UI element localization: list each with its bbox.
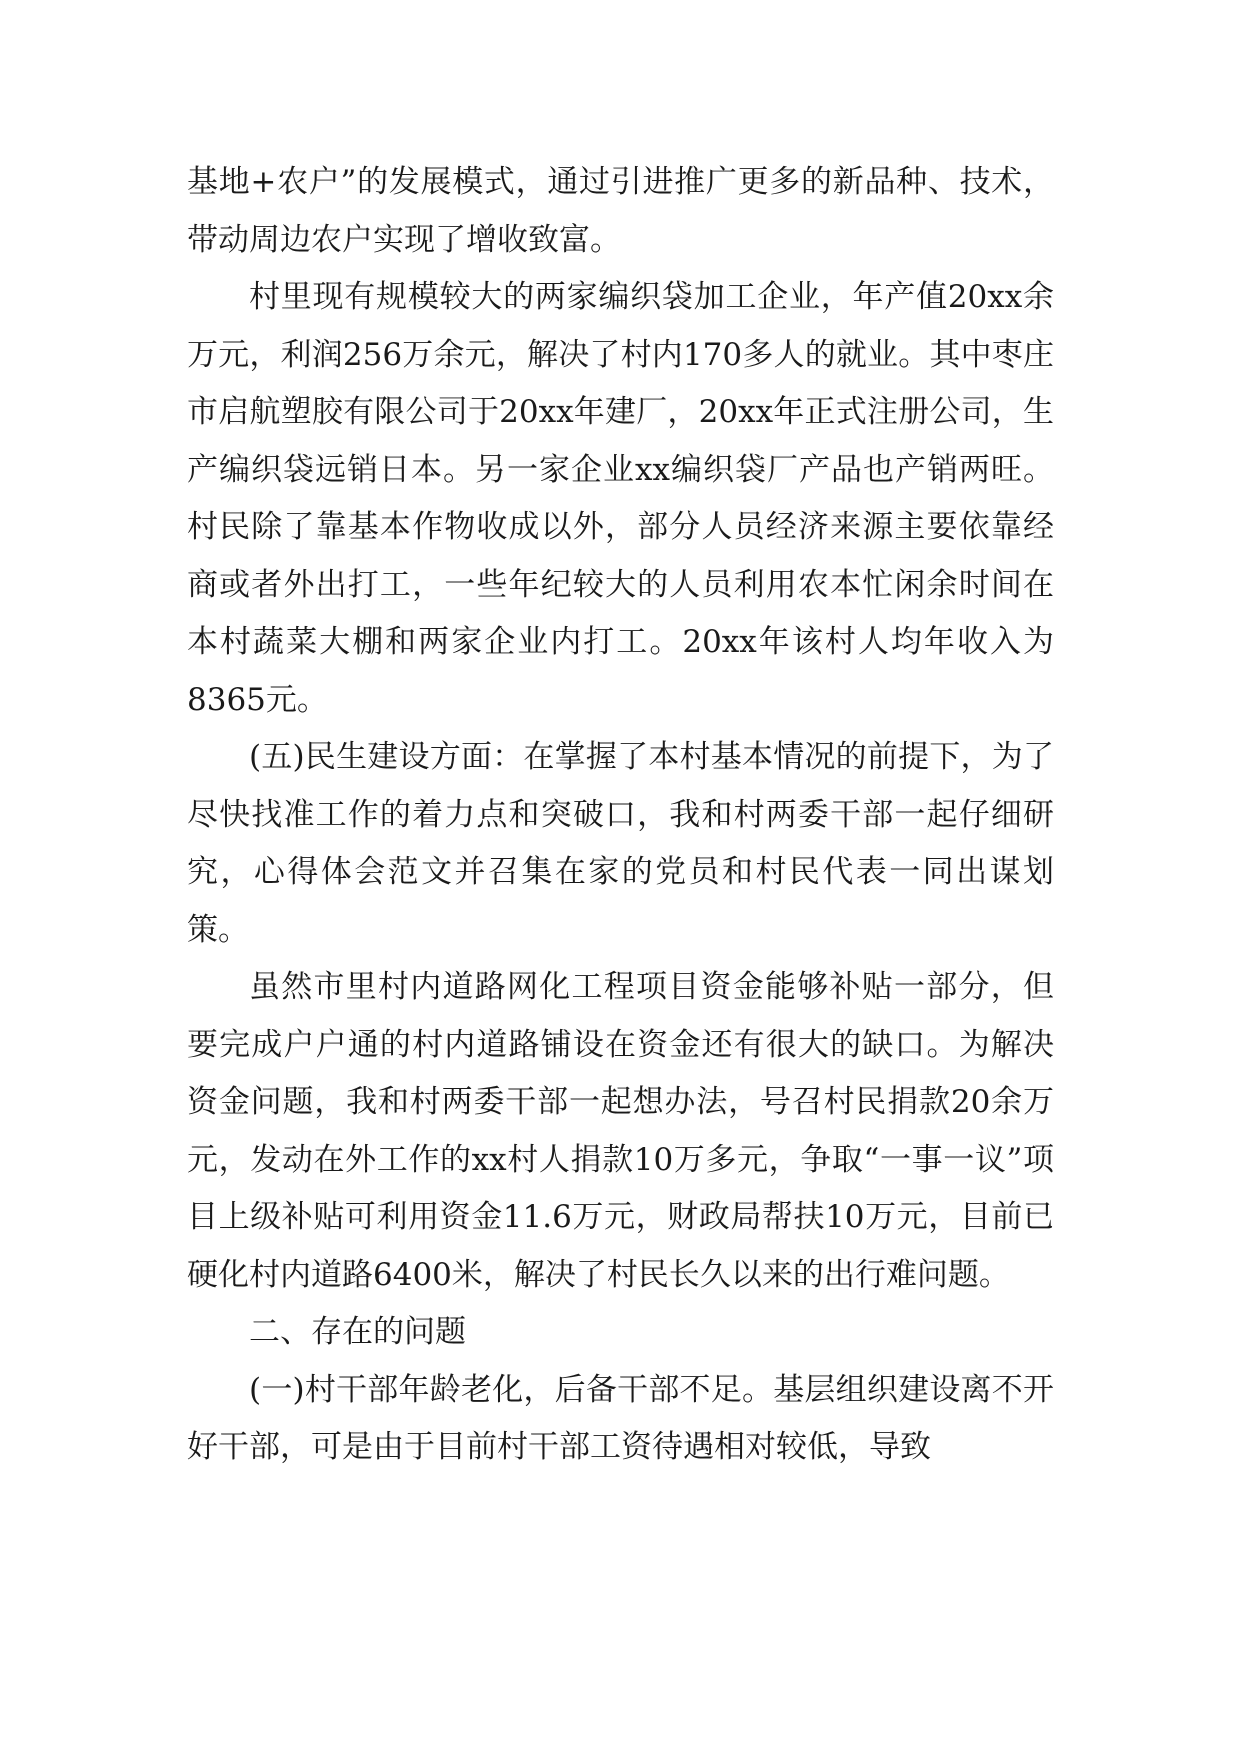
paragraph-enterprises: 村里现有规模较大的两家编织袋加工企业，年产值20xx余万元，利润256万余元，解决了村内170多人的就业。其中枣庄市启航塑胶有限公司于20xx年建厂，20xx年正式注册公司，生产编织袋远销日本。另一家企业xx编织袋厂产品也产销两旺。村民除了靠基本作物收成以外，部分人员经济来源主要依靠经商或者外出打工，一些年纪较大的人员利用农本忙闲余时间在本村蔬菜大棚和两家企业内打工。20xx年该村人均年收入为8365元。: [187, 279, 1054, 718]
paragraph-livelihood: (五)民生建设方面：在掌握了本村基本情况的前提下，为了尽快找准工作的着力点和突破口，我和村两委干部一起仔细研究，心得体会范文并召集在家的党员和村民代表一同出谋划策。: [187, 739, 1054, 948]
section-heading-problems: 二、存在的问题: [249, 1314, 466, 1350]
paragraph-continuation: 基地+农户”的发展模式，通过引进推广更多的新品种、技术，带动周边农户实现了增收致富。: [187, 164, 1054, 258]
document-body: [187, 154, 1054, 1477]
paragraph-road-funding: 虽然市里村内道路网化工程项目资金能够补贴一部分，但要完成户户通的村内道路铺设在资金还有很大的缺口。为解决资金问题，我和村两委干部一起想办法，号召村民捐款20余万元，发动在外工作的xx村人捐款10万多元，争取“一事一议”项目上级补贴可利用资金11.6万元，财政局帮扶10万元，目前已硬化村内道路6400米，解决了村民长久以来的出行难问题。: [187, 969, 1054, 1293]
paragraph-cadre-aging: (一)村干部年龄老化，后备干部不足。基层组织建设离不开好干部，可是由于目前村干部工资待遇相对较低，导致: [187, 1371, 1054, 1465]
